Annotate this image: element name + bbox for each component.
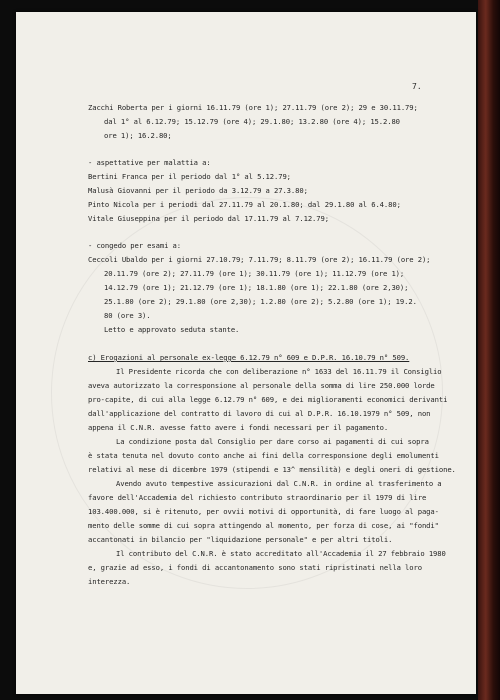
text-line: accantonati in bilancio per "liquidazione personale" e per altri titoli. [88, 535, 393, 544]
page-number: 7. [412, 82, 422, 91]
text-line: 103.400.000, si è ritenuto, per ovvii motivi di opportunità, di fare luogo al paga- [88, 507, 439, 516]
text-line: Avendo avuto tempestive assicurazioni dal C.N.R. in ordine al trasferimento a [116, 479, 442, 488]
text-line: 20.11.79 (ore 2); 27.11.79 (ore 1); 30.11.79 (ore 1); 11.12.79 (ore 1); [104, 269, 405, 278]
text-line: aveva autorizzato la corresponsione al personale della somma di lire 250.000 lorde [88, 381, 435, 390]
text-line: e, grazie ad esso, i fondi di accantonamento sono stati ripristinati nella loro [88, 563, 422, 572]
text-line: relativi al mese di dicembre 1979 (stipendi e 13^ mensilità) e degli oneri di gestione. [88, 465, 456, 474]
text-line: è stata tenuta nel dovuto conto anche ai fini della corresponsione degli emolumenti [88, 451, 439, 460]
document-page [16, 12, 476, 694]
text-line: Vitale Giuseppina per il periodo dal 17.11.79 al 7.12.79; [88, 214, 329, 223]
text-line: pro-capite, di cui alla legge 6.12.79 n° 609, e dei miglioramenti economici derivanti [88, 395, 448, 404]
text-line: dall'applicazione del contratto di lavoro di cui al D.P.R. 16.10.1979 n° 509, non [88, 409, 431, 418]
text-line: 14.12.79 (ore 1); 21.12.79 (ore 1); 18.1.80 (ore 1); 22.1.80 (ore 2,30); [104, 283, 409, 292]
text-line: Malusà Giovanni per il periodo da 3.12.79 a 27.3.80; [88, 186, 308, 195]
text-line: 80 (ore 3). [104, 311, 151, 320]
text-line: Il Presidente ricorda che con deliberazione n° 1633 del 16.11.79 il Consiglio [116, 367, 442, 376]
text-line: Il contributo del C.N.R. è stato accreditato all'Accademia il 27 febbraio 1980 [116, 549, 446, 558]
text-line: 25.1.80 (ore 2); 29.1.80 (ore 2,30); 1.2.80 (ore 2); 5.2.80 (ore 1); 19.2. [104, 297, 417, 306]
text-line: appena il C.N.R. avesse fatto avere i fondi necessari per il pagamento. [88, 423, 389, 432]
text-line: Pinto Nicola per i periodi dal 27.11.79 al 20.1.80; dal 29.1.80 al 6.4.80; [88, 200, 401, 209]
section-heading: - aspettative per malattia a: [88, 158, 211, 167]
text-line: mento delle somme di cui sopra attingendo al momento, per forza di cose, ai "fondi" [88, 521, 439, 530]
text-line: Ceccoli Ubaldo per i giorni 27.10.79; 7.11.79; 8.11.79 (ore 2); 16.11.79 (ore 2); [88, 255, 431, 264]
section-title: c) Erogazioni al personale ex-legge 6.12.79 n° 609 e D.P.R. 16.10.79 n° 509. [88, 353, 410, 362]
text-line: interezza. [88, 577, 131, 586]
text-line: La condizione posta dal Consiglio per dare corso ai pagamenti di cui sopra [116, 437, 429, 446]
book-binding-edge [478, 0, 500, 700]
section-heading: - congedo per esami a: [88, 241, 181, 250]
text-line: ore 1); 16.2.80; [104, 131, 172, 140]
text-line: Zacchi Roberta per i giorni 16.11.79 (ore 1); 27.11.79 (ore 2); 29 e 30.11.79; [88, 103, 418, 112]
text-line: Bertini Franca per il periodo dal 1° al 5.12.79; [88, 172, 291, 181]
text-line: Letto e approvato seduta stante. [104, 325, 240, 334]
text-line: favore dell'Accademia del richiesto contributo straordinario per il 1979 di lire [88, 493, 427, 502]
text-line: dal 1° al 6.12.79; 15.12.79 (ore 4); 29.1.80; 13.2.80 (ore 4); 15.2.80 [104, 117, 400, 126]
